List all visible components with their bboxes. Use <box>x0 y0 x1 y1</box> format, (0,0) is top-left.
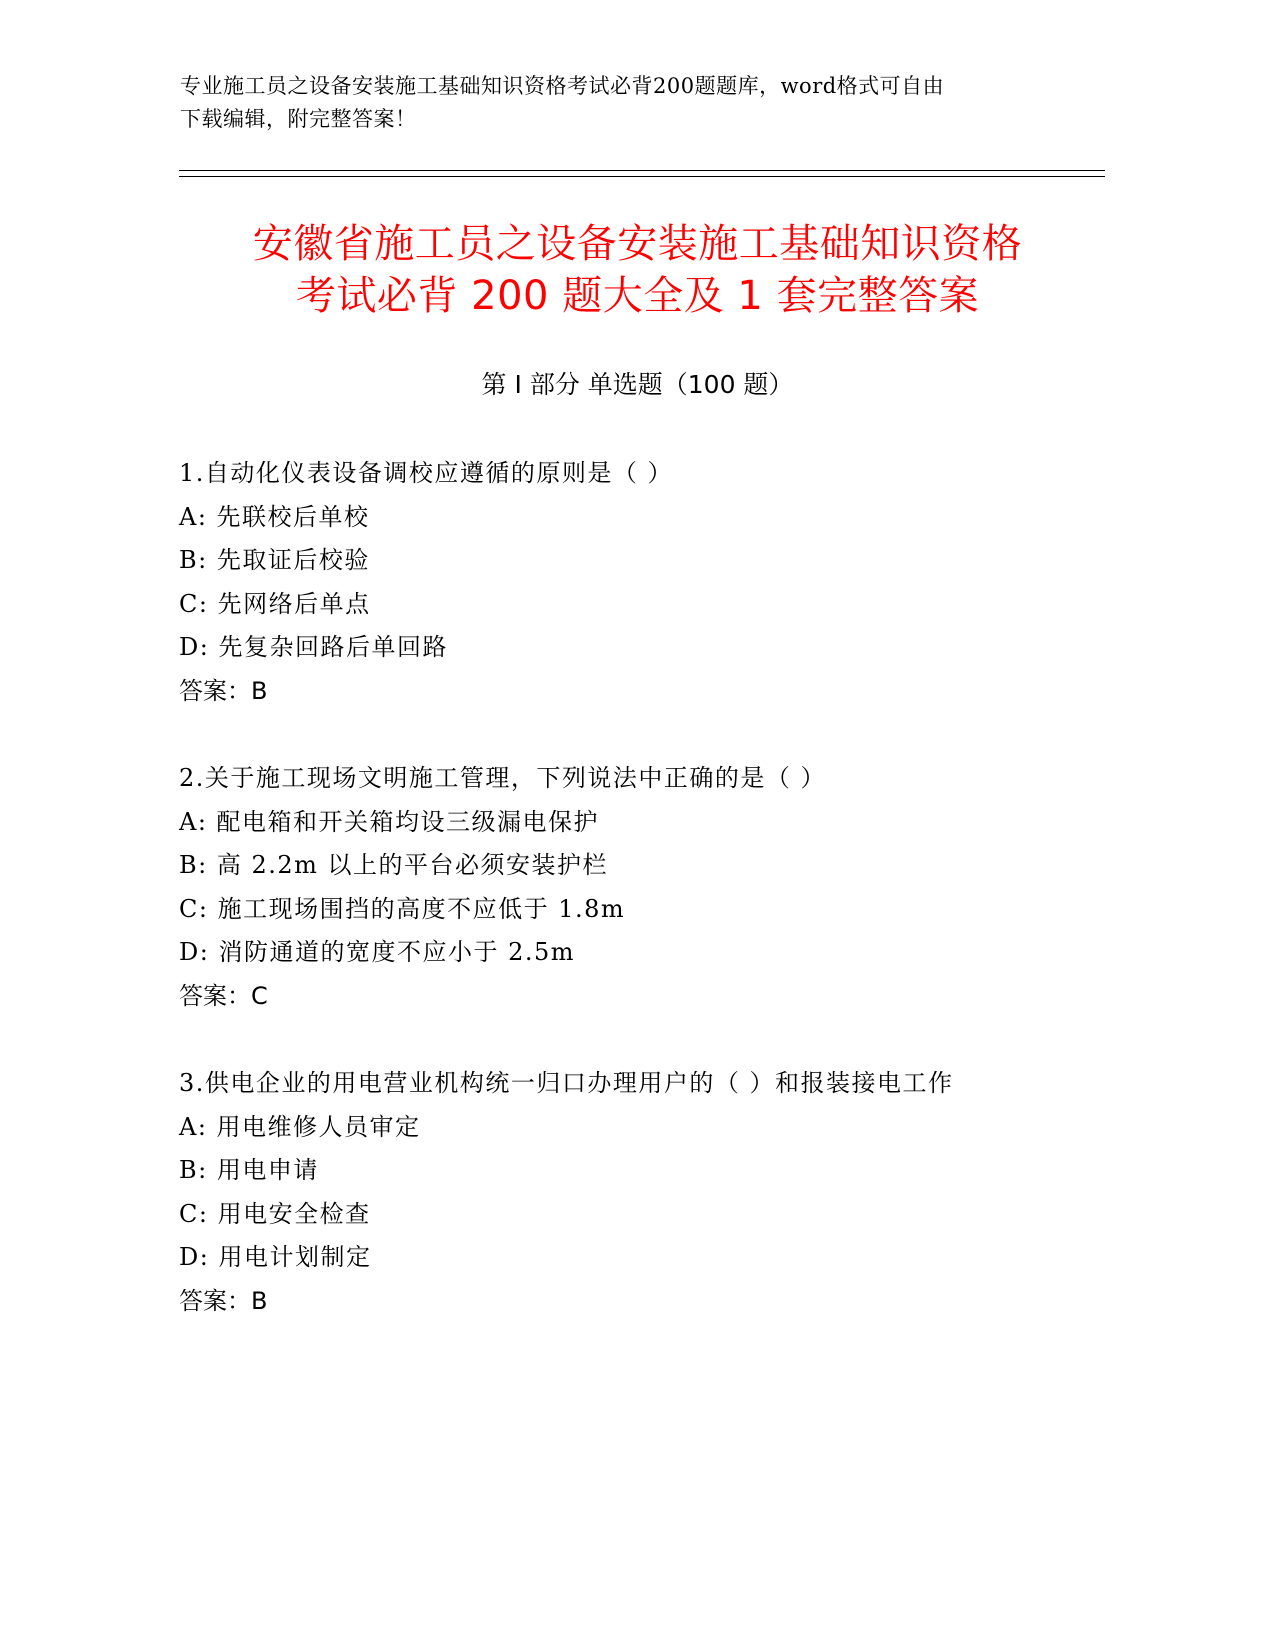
option-d: D: 消防通道的宽度不应小于 2.5m <box>179 938 576 967</box>
header-note <box>180 70 1060 136</box>
document-title <box>140 218 1135 322</box>
option-b: B: 高 2.2m 以上的平台必须安装护栏 <box>179 851 609 880</box>
header-note-line-1: 专业施工员之设备安装施工基础知识资格考试必背200题题库，word格式可自由 <box>180 74 945 98</box>
option-b: B: 用电申请 <box>179 1156 319 1185</box>
option-c: C: 先网络后单点 <box>179 589 371 618</box>
option-d: D: 用电计划制定 <box>179 1243 372 1272</box>
option-c: C: 施工现场围挡的高度不应低于 1.8m <box>179 894 626 923</box>
answer: 答案：B <box>179 676 268 705</box>
header-divider-bottom <box>179 176 1105 177</box>
answer: 答案：B <box>179 1286 268 1315</box>
option-d: D: 先复杂回路后单回路 <box>179 633 448 662</box>
option-a: A: 配电箱和开关箱均设三级漏电保护 <box>179 807 600 836</box>
question-2 <box>179 757 1159 1019</box>
header-note-line-2: 下载编辑，附完整答案！ <box>180 107 417 131</box>
answer: 答案：C <box>179 981 268 1010</box>
document-title-line-1: 安徽省施工员之设备安装施工基础知识资格 <box>252 221 1023 267</box>
question-stem: 1.自动化仪表设备调校应遵循的原则是（ ） <box>179 459 674 487</box>
option-a: A: 用电维修人员审定 <box>179 1112 421 1141</box>
option-c: C: 用电安全检查 <box>179 1199 371 1228</box>
question-3 <box>179 1062 1159 1324</box>
question-1 <box>179 452 1159 714</box>
option-a: A: 先联校后单校 <box>179 502 370 531</box>
section-title: 第 I 部分 单选题（100 题） <box>481 370 794 399</box>
document-title-line-2: 考试必背 200 题大全及 1 套完整答案 <box>295 273 980 319</box>
question-stem: 2.关于施工现场文明施工管理，下列说法中正确的是（ ） <box>179 764 827 792</box>
question-stem: 3.供电企业的用电营业机构统一归口办理用户的（ ）和报装接电工作 <box>179 1069 954 1097</box>
option-b: B: 先取证后校验 <box>179 546 370 575</box>
header-divider-top <box>179 170 1105 171</box>
